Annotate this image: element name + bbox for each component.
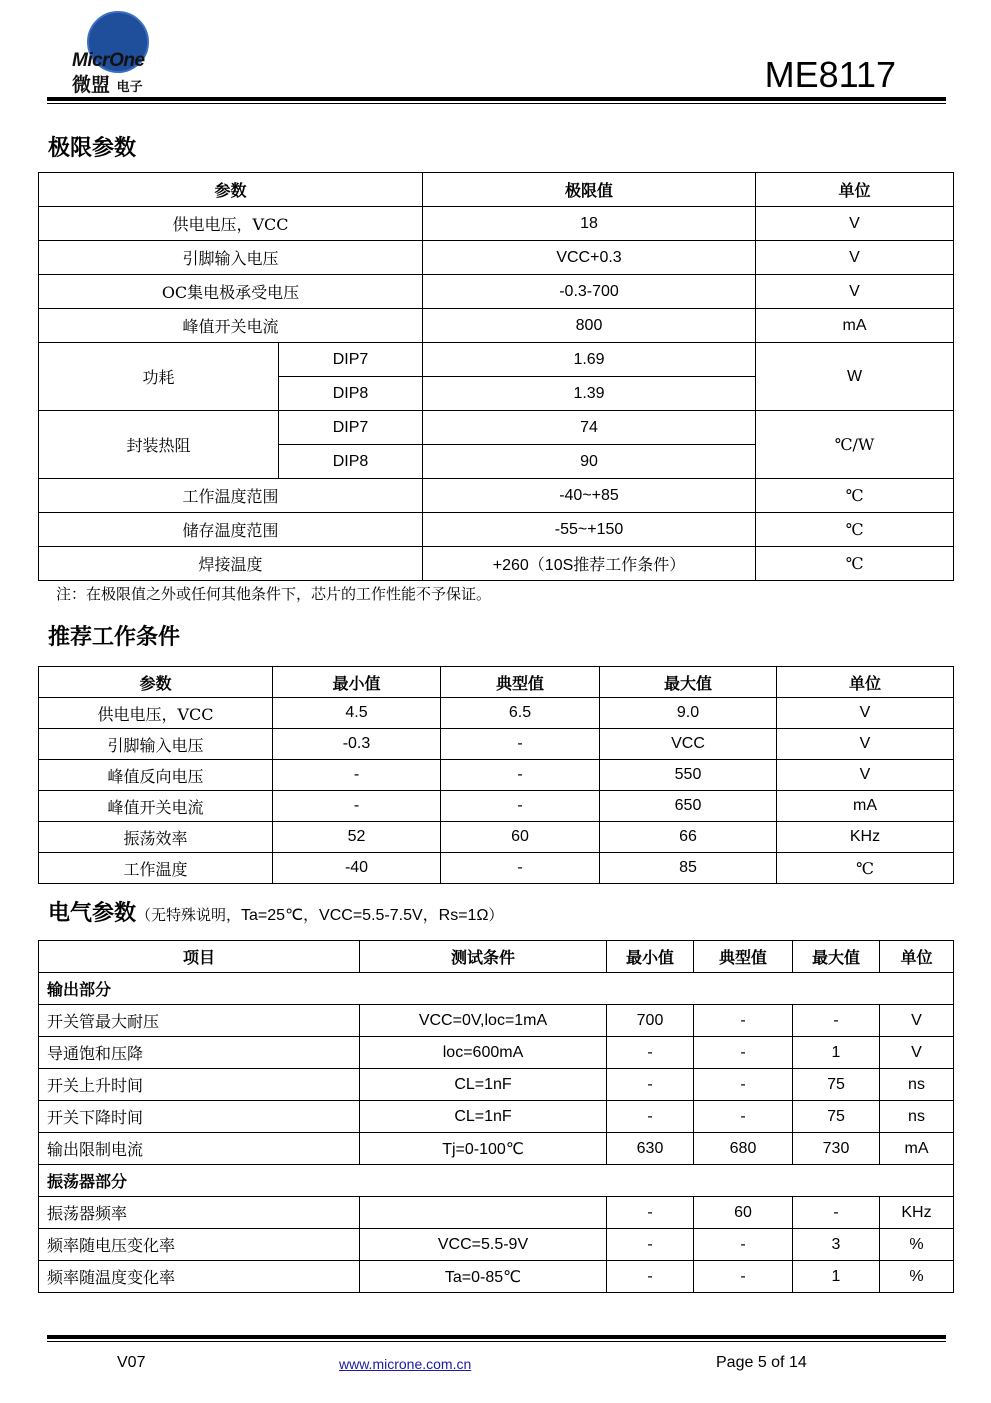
table-row: 开关管最大耐压 VCC=0V,loc=1mA 700 - - V	[39, 1005, 954, 1037]
table-row: DIP8 1.39	[39, 377, 954, 411]
abs-max-title: 极限参数	[48, 136, 137, 161]
logo-text-en: MicrOne	[72, 50, 145, 71]
table-row: 储存温度范围 -55~+150 ℃	[39, 513, 954, 547]
group-oscillator: 振荡器部分	[39, 1165, 954, 1197]
table-row: 引脚输入电压 VCC+0.3 V	[39, 241, 954, 275]
table-row: 供电电压，VCC 18 V	[39, 207, 954, 241]
abs-max-table	[38, 172, 954, 581]
electrical-table	[38, 940, 954, 1293]
abs-header-value: 极限值	[423, 173, 756, 207]
table-row: 焊接温度 +260（10S推荐工作条件） ℃	[39, 547, 954, 581]
elec-header-item: 项目	[39, 941, 360, 973]
header-rule	[47, 97, 946, 101]
table-row: 工作温度范围 -40~+85 ℃	[39, 479, 954, 513]
part-number: ME8117	[764, 54, 896, 95]
table-row: 峰值开关电流 - - 650 mA	[39, 791, 954, 822]
elec-header-unit: 单位	[880, 941, 954, 973]
footer-rule-thin	[47, 1341, 946, 1342]
company-logo	[70, 8, 166, 98]
footer-rule	[47, 1335, 946, 1339]
rec-header-unit: 单位	[777, 667, 954, 698]
table-row: 功耗 DIP7 1.69 W	[39, 343, 954, 377]
table-row: 开关下降时间 CL=1nF - - 75 ns	[39, 1101, 954, 1133]
table-row: 引脚输入电压 -0.3 - VCC V	[39, 729, 954, 760]
rec-header-min: 最小值	[273, 667, 441, 698]
group-output: 输出部分	[39, 973, 954, 1005]
abs-max-note: 注：在极限值之外或任何其他条件下，芯片的工作性能不予保证。	[56, 585, 492, 603]
group-row	[39, 1165, 954, 1197]
footer-page-number: Page 5 of 14	[716, 1354, 807, 1371]
group-row	[39, 973, 954, 1005]
table-row: OC集电极承受电压 -0.3-700 V	[39, 275, 954, 309]
table-row: 频率随电压变化率 VCC=5.5-9V - - 3 %	[39, 1229, 954, 1261]
logo-text-cn: 微盟	[72, 74, 111, 96]
recommended-title: 推荐工作条件	[48, 625, 181, 650]
elec-header-cond: 测试条件	[360, 941, 607, 973]
table-row: 工作温度 -40 - 85 ℃	[39, 853, 954, 884]
electrical-title-text: 电气参数	[48, 901, 137, 926]
table-row: 开关上升时间 CL=1nF - - 75 ns	[39, 1069, 954, 1101]
electrical-title	[48, 896, 503, 927]
table-row: 输出限制电流 Tj=0-100℃ 630 680 730 mA	[39, 1133, 954, 1165]
table-row: 峰值开关电流 800 mA	[39, 309, 954, 343]
table-row: 振荡效率 52 60 66 KHz	[39, 822, 954, 853]
abs-header-unit: 单位	[756, 173, 954, 207]
footer-version: V07	[117, 1354, 146, 1371]
rec-header-max: 最大值	[600, 667, 777, 698]
electrical-subtitle-conditions: Ta=25℃，VCC=5.5-7.5V，Rs=1Ω	[241, 907, 489, 924]
header-rule-thin	[47, 103, 946, 104]
elec-header-max: 最大值	[793, 941, 880, 973]
electrical-subtitle-open: （无特殊说明，	[136, 906, 242, 924]
table-row: 频率随温度变化率 Ta=0-85℃ - - 1 %	[39, 1261, 954, 1293]
table-row: 供电电压，VCC 4.5 6.5 9.0 V	[39, 698, 954, 729]
table-row: 振荡器频率 - 60 - KHz	[39, 1197, 954, 1229]
table-row: 峰值反向电压 - - 550 V	[39, 760, 954, 791]
table-row: DIP8 90	[39, 445, 954, 479]
elec-header-min: 最小值	[607, 941, 694, 973]
abs-header-param: 参数	[39, 173, 423, 207]
recommended-table	[38, 666, 954, 884]
table-row: 封装热阻 DIP7 74 ℃/W	[39, 411, 954, 445]
table-row: 导通饱和压降 loc=600mA - - 1 V	[39, 1037, 954, 1069]
logo-text-cn-small: 电子	[116, 80, 143, 95]
electrical-subtitle-close: ）	[488, 906, 504, 924]
elec-header-typ: 典型值	[694, 941, 793, 973]
rec-header-param: 参数	[39, 667, 273, 698]
rec-header-typ: 典型值	[441, 667, 600, 698]
footer-website-link[interactable]: www.microne.com.cn	[339, 1356, 472, 1372]
